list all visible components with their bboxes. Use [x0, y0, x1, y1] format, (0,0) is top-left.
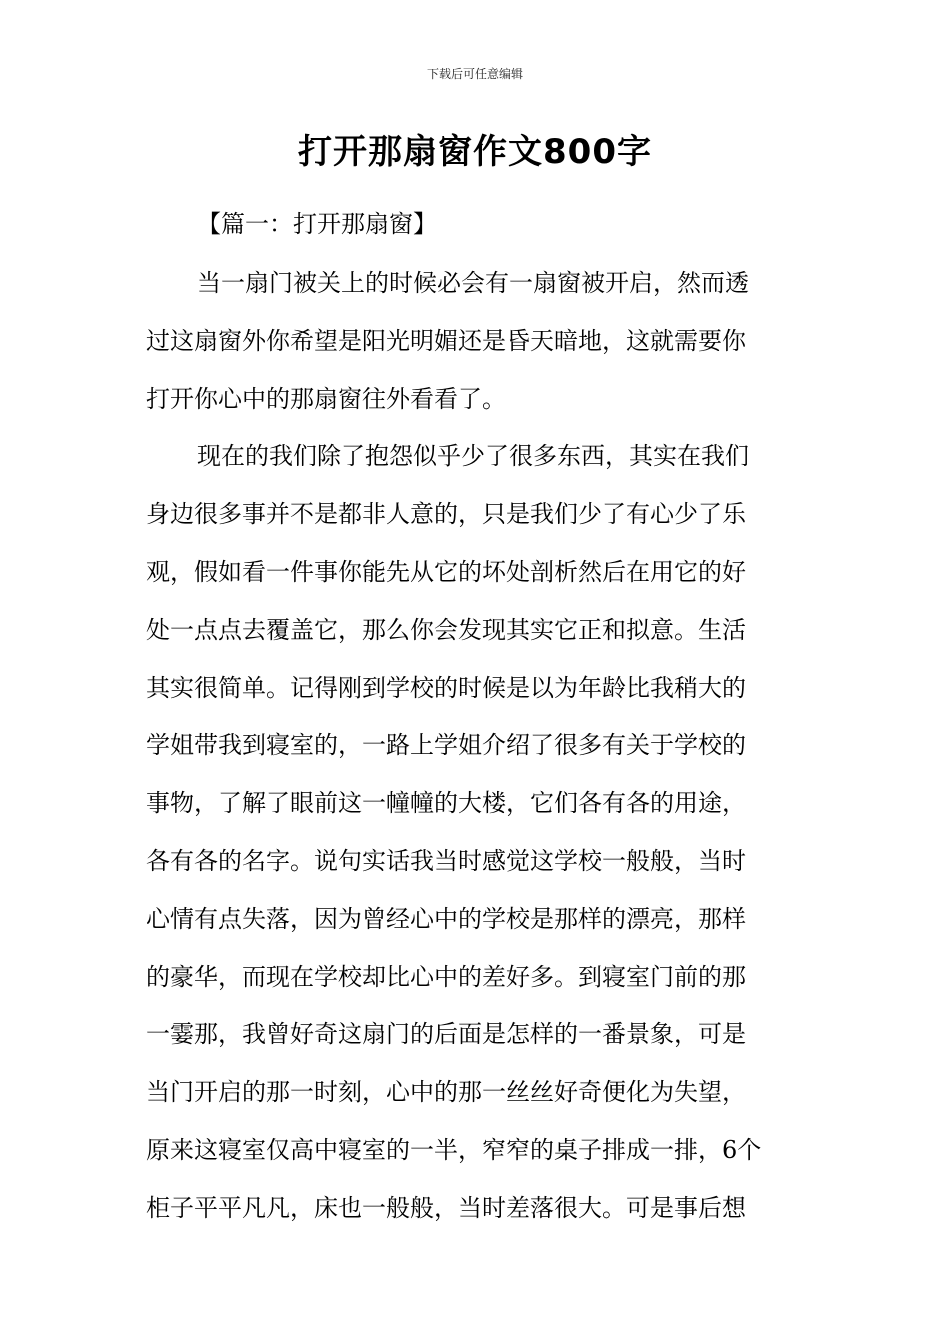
essay-line: 其实很简单。记得刚到学校的时候是以为年龄比我稍大的 [146, 673, 746, 702]
document-title: 打开那扇窗作文800字 [298, 132, 652, 172]
essay-line: 过这扇窗外你希望是阳光明媚还是昏天暗地，这就需要你 [146, 326, 746, 355]
essay-line: 一霎那，我曾好奇这扇门的后面是怎样的一番景象，可是 [146, 1020, 746, 1049]
section-heading: 【篇一：打开那扇窗】 [197, 210, 437, 238]
essay-line: 现在的我们除了抱怨似乎少了很多东西，其实在我们 [197, 442, 749, 471]
essay-line: 心情有点失落，因为曾经心中的学校是那样的漂亮，那样 [146, 904, 746, 933]
essay-line: 各有各的名字。说句实话我当时感觉这学校一般般，当时 [146, 846, 746, 875]
essay-line: 当一扇门被关上的时候必会有一扇窗被开启，然而透 [197, 269, 749, 297]
essay-line: 原来这寝室仅高中寝室的一半，窄窄的桌子排成一排，6个 [146, 1135, 762, 1164]
essay-line: 处一点点去覆盖它，那么你会发现其实它正和拟意。生活 [146, 615, 746, 644]
essay-line: 的豪华，而现在学校却比心中的差好多。到寝室门前的那 [146, 962, 746, 991]
essay-line: 身边很多事并不是都非人意的，只是我们少了有心少了乐 [146, 500, 746, 529]
essay-line: 事物，了解了眼前这一幢幢的大楼，它们各有各的用途， [146, 789, 746, 818]
essay-line: 打开你心中的那扇窗往外看看了。 [146, 384, 506, 413]
page-header-note: 下载后可任意编辑 [426, 67, 523, 81]
essay-line: 学姐带我到寝室的，一路上学姐介绍了很多有关于学校的 [146, 731, 746, 760]
essay-line: 当门开启的那一时刻，心中的那一丝丝好奇便化为失望， [146, 1078, 746, 1107]
essay-line: 观，假如看一件事你能先从它的坏处剖析然后在用它的好 [146, 557, 746, 586]
essay-body [146, 255, 806, 1238]
essay-line: 柜子平平凡凡，床也一般般，当时差落很大。可是事后想 [146, 1193, 746, 1222]
